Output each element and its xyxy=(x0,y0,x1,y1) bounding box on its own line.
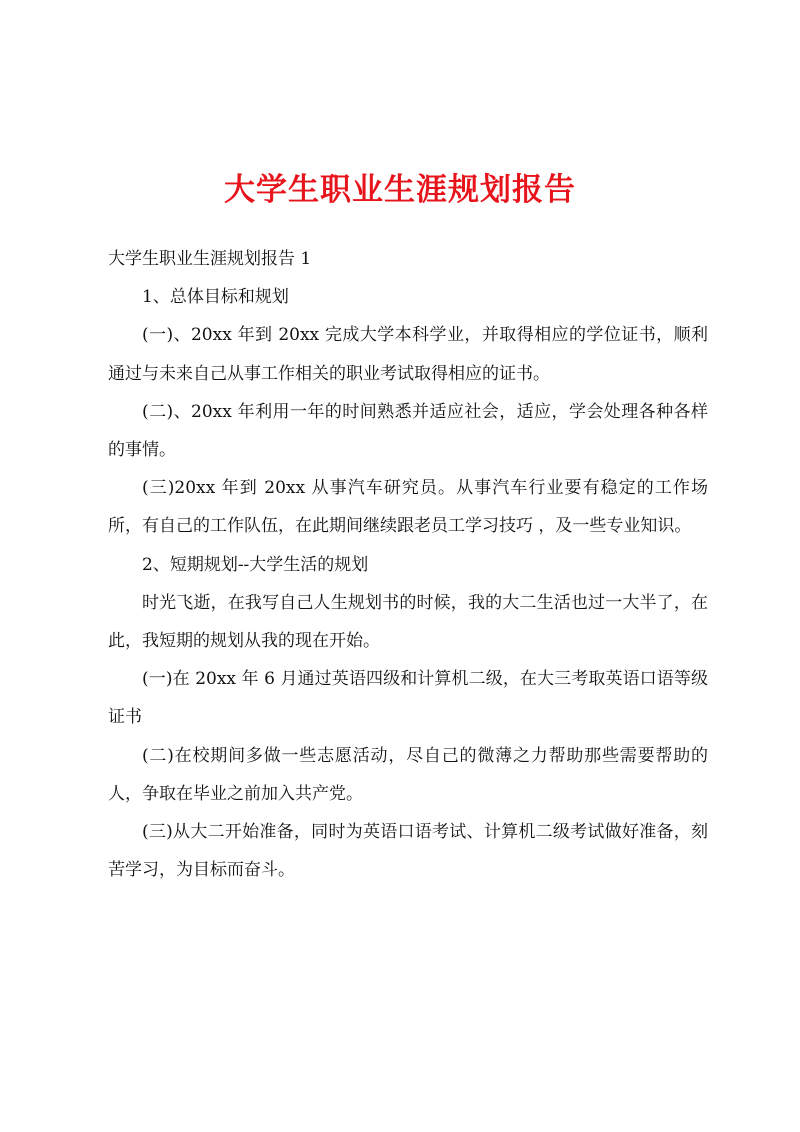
paragraph-goal-1: (一)、20xx 年到 20xx 完成大学本科学业，并取得相应的学位证书，顺利通过与未来自己从事工作相关的职业考试取得相应的证书。 xyxy=(108,325,708,384)
paragraph-short-term-intro: 时光飞逝，在我写自己人生规划书的时候，我的大二生活也过一大半了，在此，我短期的规划从我的现在开始。 xyxy=(108,592,708,652)
paragraph-goal-3: (三)20xx 年到 20xx 从事汽车研究员。从事汽车行业要有稳定的工作场所，有自己的工作队伍，在此期间继续跟老员工学习技巧 ，及一些专业知识。 xyxy=(108,478,708,537)
document-body xyxy=(108,240,708,889)
paragraph-short-term-3: (三)从大二开始准备，同时为英语口语考试、计算机二级考试做好准备，刻苦学习，为目标而奋斗。 xyxy=(108,822,708,881)
paragraph-goal-2: (二)、20xx 年利用一年的时间熟悉并适应社会，适应，学会处理各种各样的事情。 xyxy=(108,401,708,461)
section-heading-short-term: 2、短期规划--大学生活的规划 xyxy=(142,554,369,575)
report-subtitle: 大学生职业生涯规划报告 1 xyxy=(108,249,312,269)
document-title: 大学生职业生涯规划报告 xyxy=(224,172,576,208)
paragraph-short-term-2: (二)在校期间多做一些志愿活动，尽自己的微薄之力帮助那些需要帮助的人，争取在毕业之前加入共产党。 xyxy=(108,745,708,804)
paragraph-short-term-1: (一)在 20xx 年 6 月通过英语四级和计算机二级，在大三考取英语口语等级证书 xyxy=(108,669,708,728)
section-heading-overall-goals: 1、总体目标和规划 xyxy=(142,287,289,308)
